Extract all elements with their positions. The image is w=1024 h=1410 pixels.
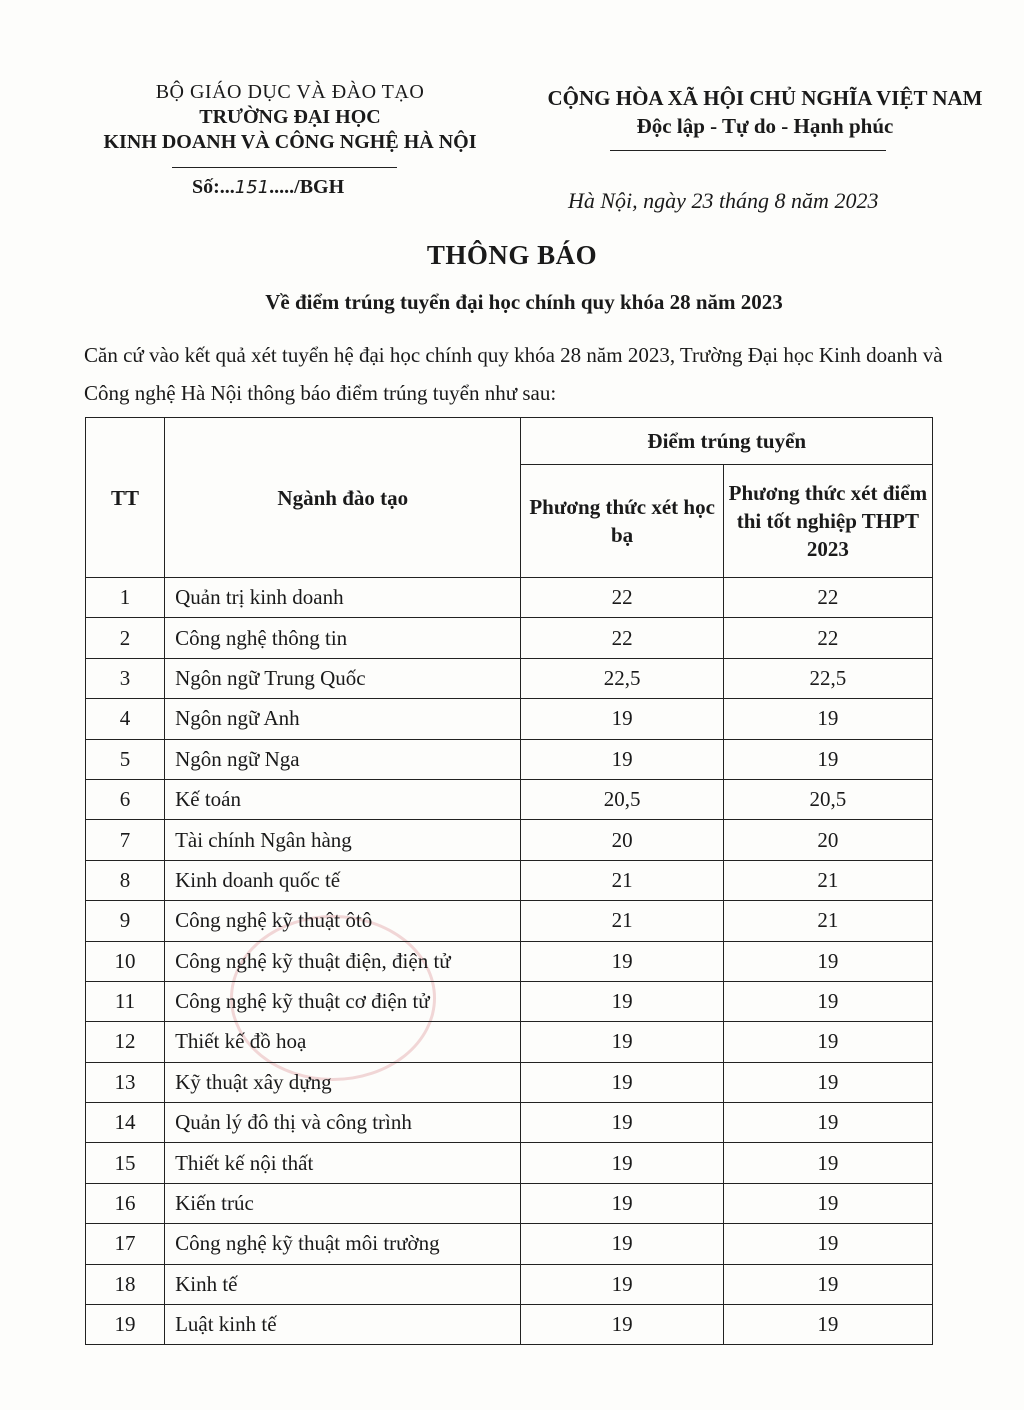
row-score-transcript: 19 [521,1022,723,1062]
row-number: 16 [86,1183,165,1223]
row-score-transcript: 22,5 [521,658,723,698]
row-number: 17 [86,1224,165,1264]
row-score-exam: 19 [723,739,932,779]
row-score-transcript: 19 [521,1224,723,1264]
row-score-exam: 19 [723,1183,932,1223]
row-score-exam: 19 [723,1224,932,1264]
row-number: 12 [86,1022,165,1062]
header-score-group: Điểm trúng tuyển [521,418,933,465]
row-major: Kinh doanh quốc tế [165,860,521,900]
table-row [86,1143,933,1183]
row-score-exam: 19 [723,1062,932,1102]
table-row [86,739,933,779]
document-number-prefix: Số:... [192,176,235,198]
table-row [86,658,933,698]
school-name-line1: TRƯỜNG ĐẠI HỌC [199,106,381,128]
row-score-transcript: 19 [521,739,723,779]
row-number: 5 [86,739,165,779]
school-name-line2: KINH DOANH VÀ CÔNG NGHỆ HÀ NỘI [103,131,477,153]
row-score-transcript: 19 [521,1305,723,1345]
table-row [86,941,933,981]
row-score-exam: 20 [723,820,932,860]
header-method-exam: Phương thức xét điểm thi tốt nghiệp THPT 2023 [723,465,932,578]
row-number: 2 [86,618,165,658]
row-major: Công nghệ kỹ thuật cơ điện tử [165,981,521,1021]
row-score-transcript: 19 [521,981,723,1021]
table-row [86,1103,933,1143]
row-number: 9 [86,901,165,941]
row-major: Công nghệ kỹ thuật môi trường [165,1224,521,1264]
row-score-transcript: 19 [521,1264,723,1304]
row-score-exam: 21 [723,860,932,900]
row-score-transcript: 19 [521,1062,723,1102]
row-major: Quản trị kinh doanh [165,578,521,618]
row-score-transcript: 22 [521,618,723,658]
row-score-exam: 19 [723,699,932,739]
row-score-transcript: 22 [521,578,723,618]
row-major: Kế toán [165,779,521,819]
row-major: Thiết kế nội thất [165,1143,521,1183]
table-row [86,1264,933,1304]
header-method-transcript: Phương thức xét học bạ [521,465,723,578]
table-row [86,699,933,739]
document-number-suffix: ...../BGH [269,176,345,198]
row-score-exam: 19 [723,941,932,981]
table-row [86,1224,933,1264]
row-major: Thiết kế đồ hoạ [165,1022,521,1062]
issuer-block [60,80,520,155]
intro-paragraph: Căn cứ vào kết quả xét tuyển hệ đại học chính quy khóa 28 năm 2023, Trường Đại học Kinh doanh và Công nghệ Hà Nội thông báo điểm trúng tuyển như sau: [84,343,943,405]
row-score-exam: 19 [723,1143,932,1183]
row-score-transcript: 19 [521,1103,723,1143]
row-score-transcript: 19 [521,941,723,981]
row-score-exam: 22 [723,618,932,658]
row-score-exam: 19 [723,1264,932,1304]
row-score-transcript: 19 [521,1183,723,1223]
national-header [520,84,1010,140]
row-score-transcript: 20 [521,820,723,860]
row-major: Công nghệ kỹ thuật ôtô [165,901,521,941]
row-number: 1 [86,578,165,618]
row-major: Ngôn ngữ Nga [165,739,521,779]
row-number: 15 [86,1143,165,1183]
row-major: Ngôn ngữ Anh [165,699,521,739]
row-score-exam: 22 [723,578,932,618]
national-motto: Độc lập - Tự do - Hạnh phúc [636,114,894,138]
row-score-exam: 22,5 [723,658,932,698]
table-row [86,1062,933,1102]
row-score-exam: 19 [723,1022,932,1062]
row-score-exam: 19 [723,981,932,1021]
table-row [86,578,933,618]
row-major: Ngôn ngữ Trung Quốc [165,658,521,698]
row-major: Kiến trúc [165,1183,521,1223]
row-score-transcript: 19 [521,699,723,739]
table-row [86,901,933,941]
table-row [86,820,933,860]
row-number: 7 [86,820,165,860]
row-number: 18 [86,1264,165,1304]
document-date: Hà Nội, ngày 23 tháng 8 năm 2023 [568,188,879,213]
table-row [86,1305,933,1345]
row-major: Luật kinh tế [165,1305,521,1345]
ministry-name: BỘ GIÁO DỤC VÀ ĐÀO TẠO [155,81,425,103]
row-score-transcript: 19 [521,1143,723,1183]
admission-score-table [85,417,933,1345]
table-row [86,1183,933,1223]
header-tt: TT [86,418,165,578]
table-row [86,618,933,658]
document-number [192,176,344,199]
row-score-transcript: 20,5 [521,779,723,819]
row-number: 3 [86,658,165,698]
row-number: 14 [86,1103,165,1143]
row-number: 4 [86,699,165,739]
document-title: THÔNG BÁO [426,240,598,270]
row-number: 19 [86,1305,165,1345]
table-row [86,1022,933,1062]
row-number: 6 [86,779,165,819]
row-major: Quản lý đô thị và công trình [165,1103,521,1143]
row-score-exam: 21 [723,901,932,941]
row-score-transcript: 21 [521,860,723,900]
document-subtitle: Về điểm trúng tuyển đại học chính quy khóa 28 năm 2023 [265,290,783,314]
table-row [86,981,933,1021]
motto-divider [610,150,886,151]
row-score-exam: 19 [723,1305,932,1345]
table-row [86,779,933,819]
row-major: Kinh tế [165,1264,521,1304]
table-row [86,860,933,900]
row-major: Kỹ thuật xây dựng [165,1062,521,1102]
row-score-exam: 19 [723,1103,932,1143]
document-number-value: 151 [234,177,270,198]
country-name: CỘNG HÒA XÃ HỘI CHỦ NGHĨA VIỆT NAM [547,86,983,110]
row-number: 10 [86,941,165,981]
row-major: Công nghệ thông tin [165,618,521,658]
row-number: 13 [86,1062,165,1102]
header-major: Ngành đào tạo [165,418,521,578]
row-major: Tài chính Ngân hàng [165,820,521,860]
row-number: 8 [86,860,165,900]
issuer-divider [172,167,397,168]
row-score-transcript: 21 [521,901,723,941]
row-number: 11 [86,981,165,1021]
row-major: Công nghệ kỹ thuật điện, điện tử [165,941,521,981]
score-rows [86,578,933,1345]
row-score-exam: 20,5 [723,779,932,819]
